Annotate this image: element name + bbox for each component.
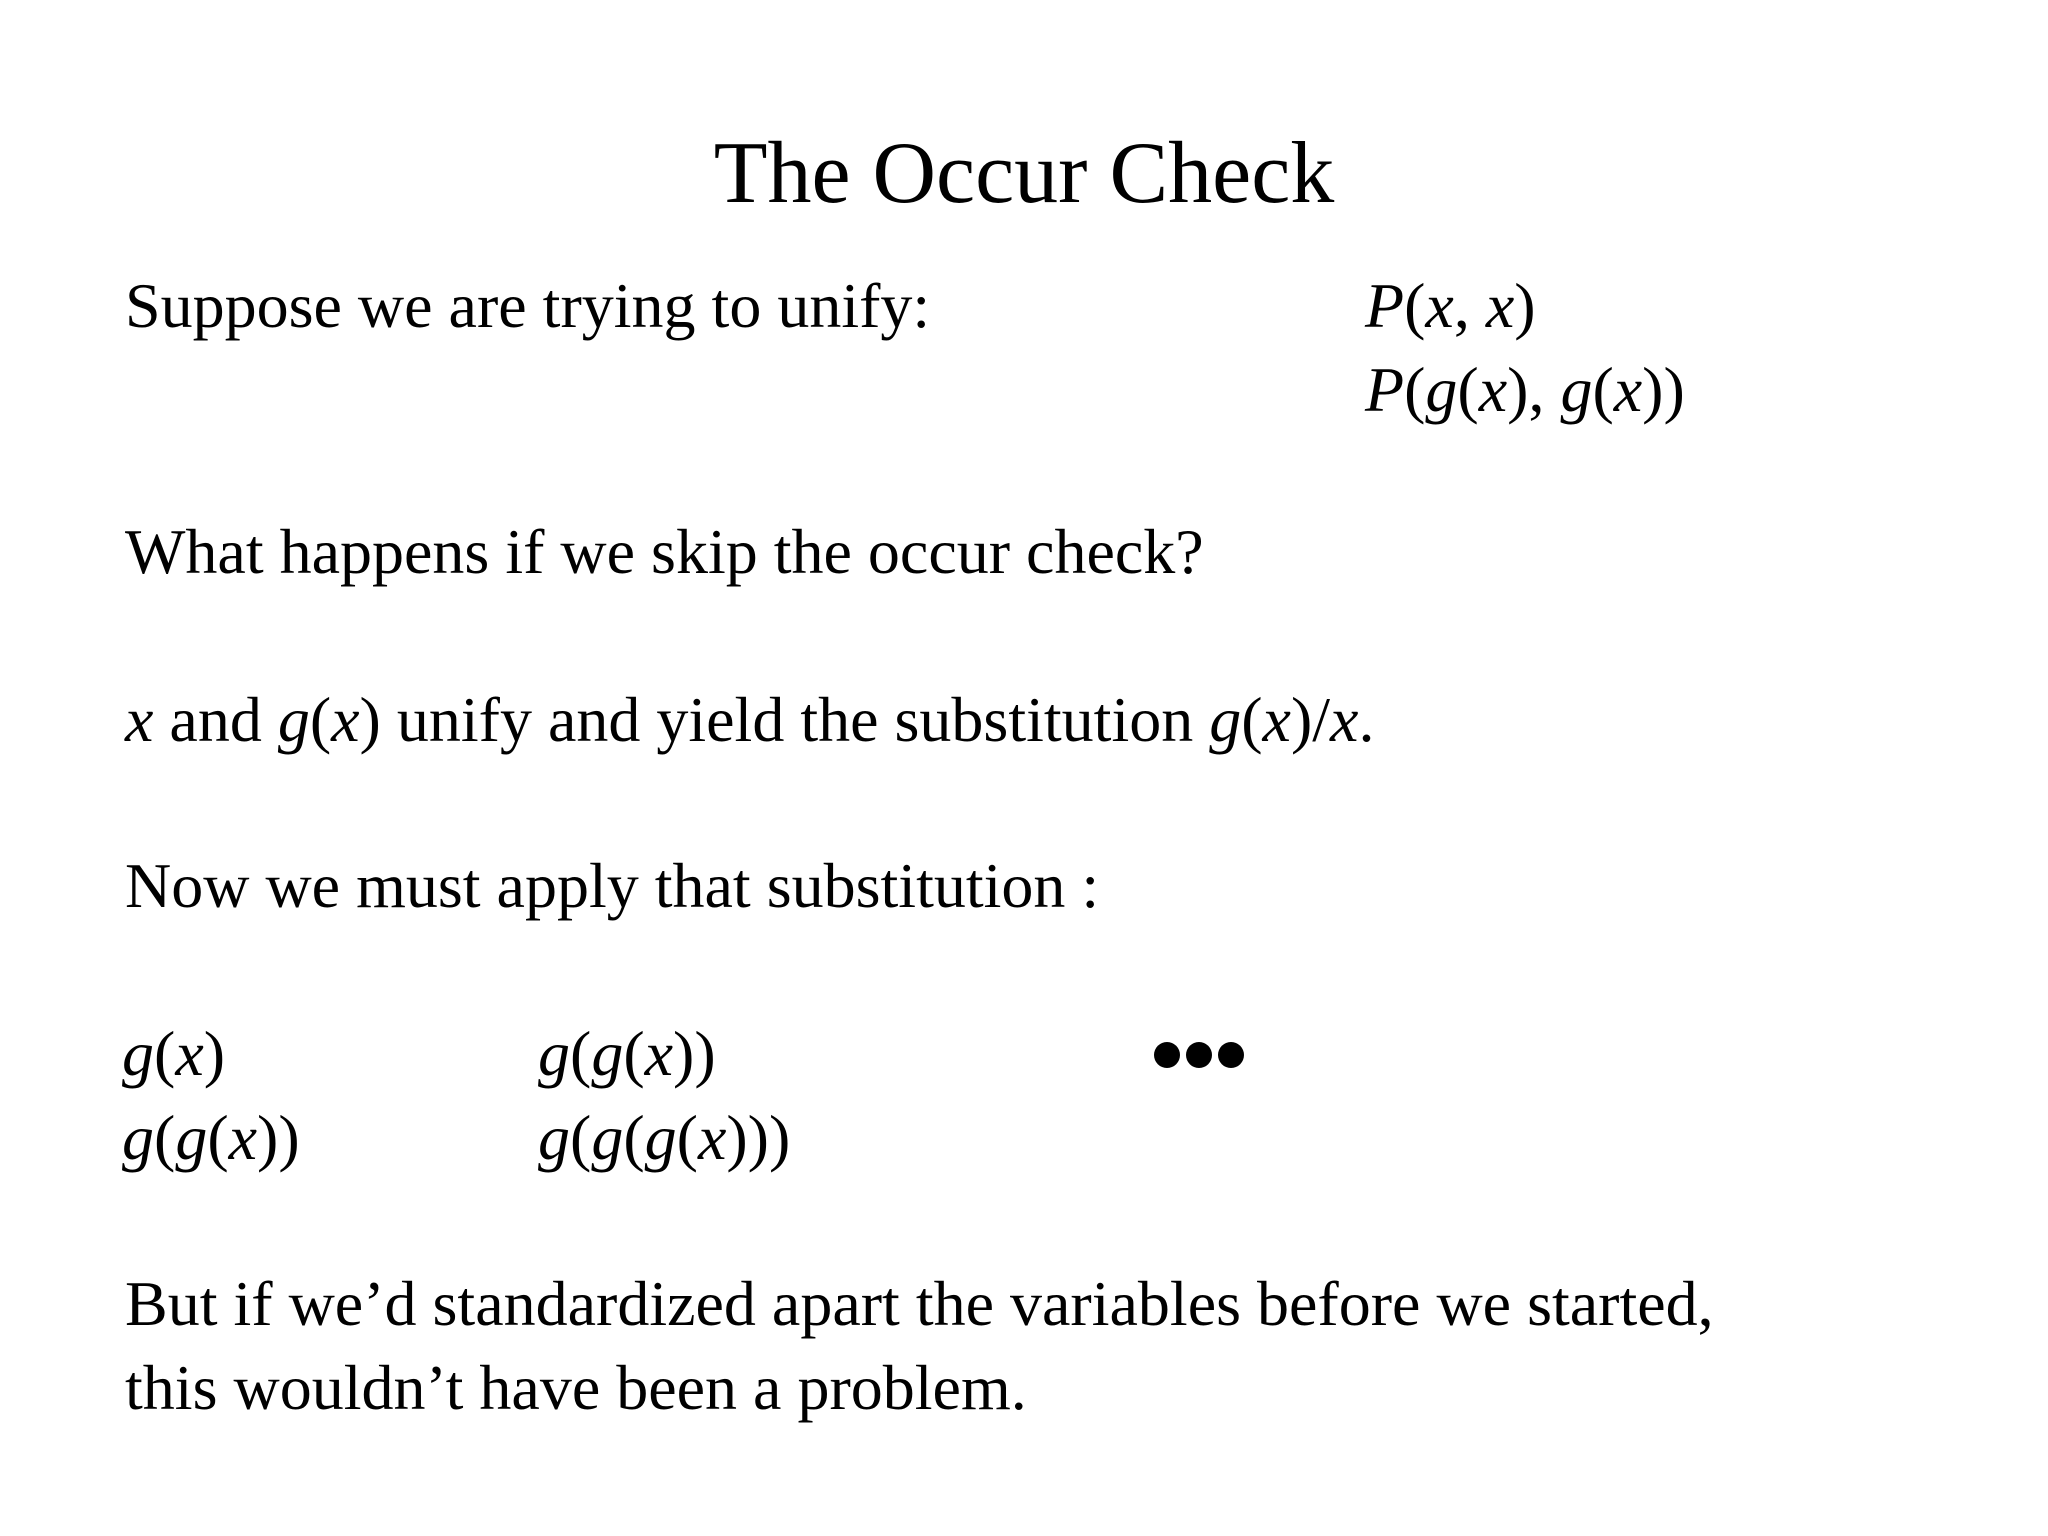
predicate-p: P (1365, 270, 1405, 341)
unify-expression-2: P(g(x), g(x)) (1365, 354, 1685, 425)
unify-expression-1: P(x, x) (1365, 270, 1536, 341)
question-text: What happens if we skip the occur check? (125, 516, 1204, 587)
intro-text: Suppose we are trying to unify: (125, 270, 931, 341)
ellipsis-dot (1186, 1042, 1212, 1068)
conclusion-line-2: this wouldn’t have been a problem. (125, 1352, 1027, 1423)
ellipsis-dot (1218, 1042, 1244, 1068)
apply-text: Now we must apply that substitution : (125, 850, 1100, 921)
expansion-col1-row1: g(x) (122, 1018, 226, 1089)
ellipsis-icon (1154, 1042, 1244, 1068)
expansion-col2-row2: g(g(g(x))) (538, 1102, 791, 1173)
ellipsis-dot (1154, 1042, 1180, 1068)
expansion-col1-row2: g(g(x)) (122, 1102, 300, 1173)
conclusion-line-1: But if we’d standardized apart the variables before we started, (125, 1268, 1714, 1339)
expansion-col2-row1: g(g(x)) (538, 1018, 716, 1089)
unify-statement: x and g(x) unify and yield the substitution g(x)/x. (125, 684, 1375, 755)
slide-title: The Occur Check (713, 125, 1335, 222)
